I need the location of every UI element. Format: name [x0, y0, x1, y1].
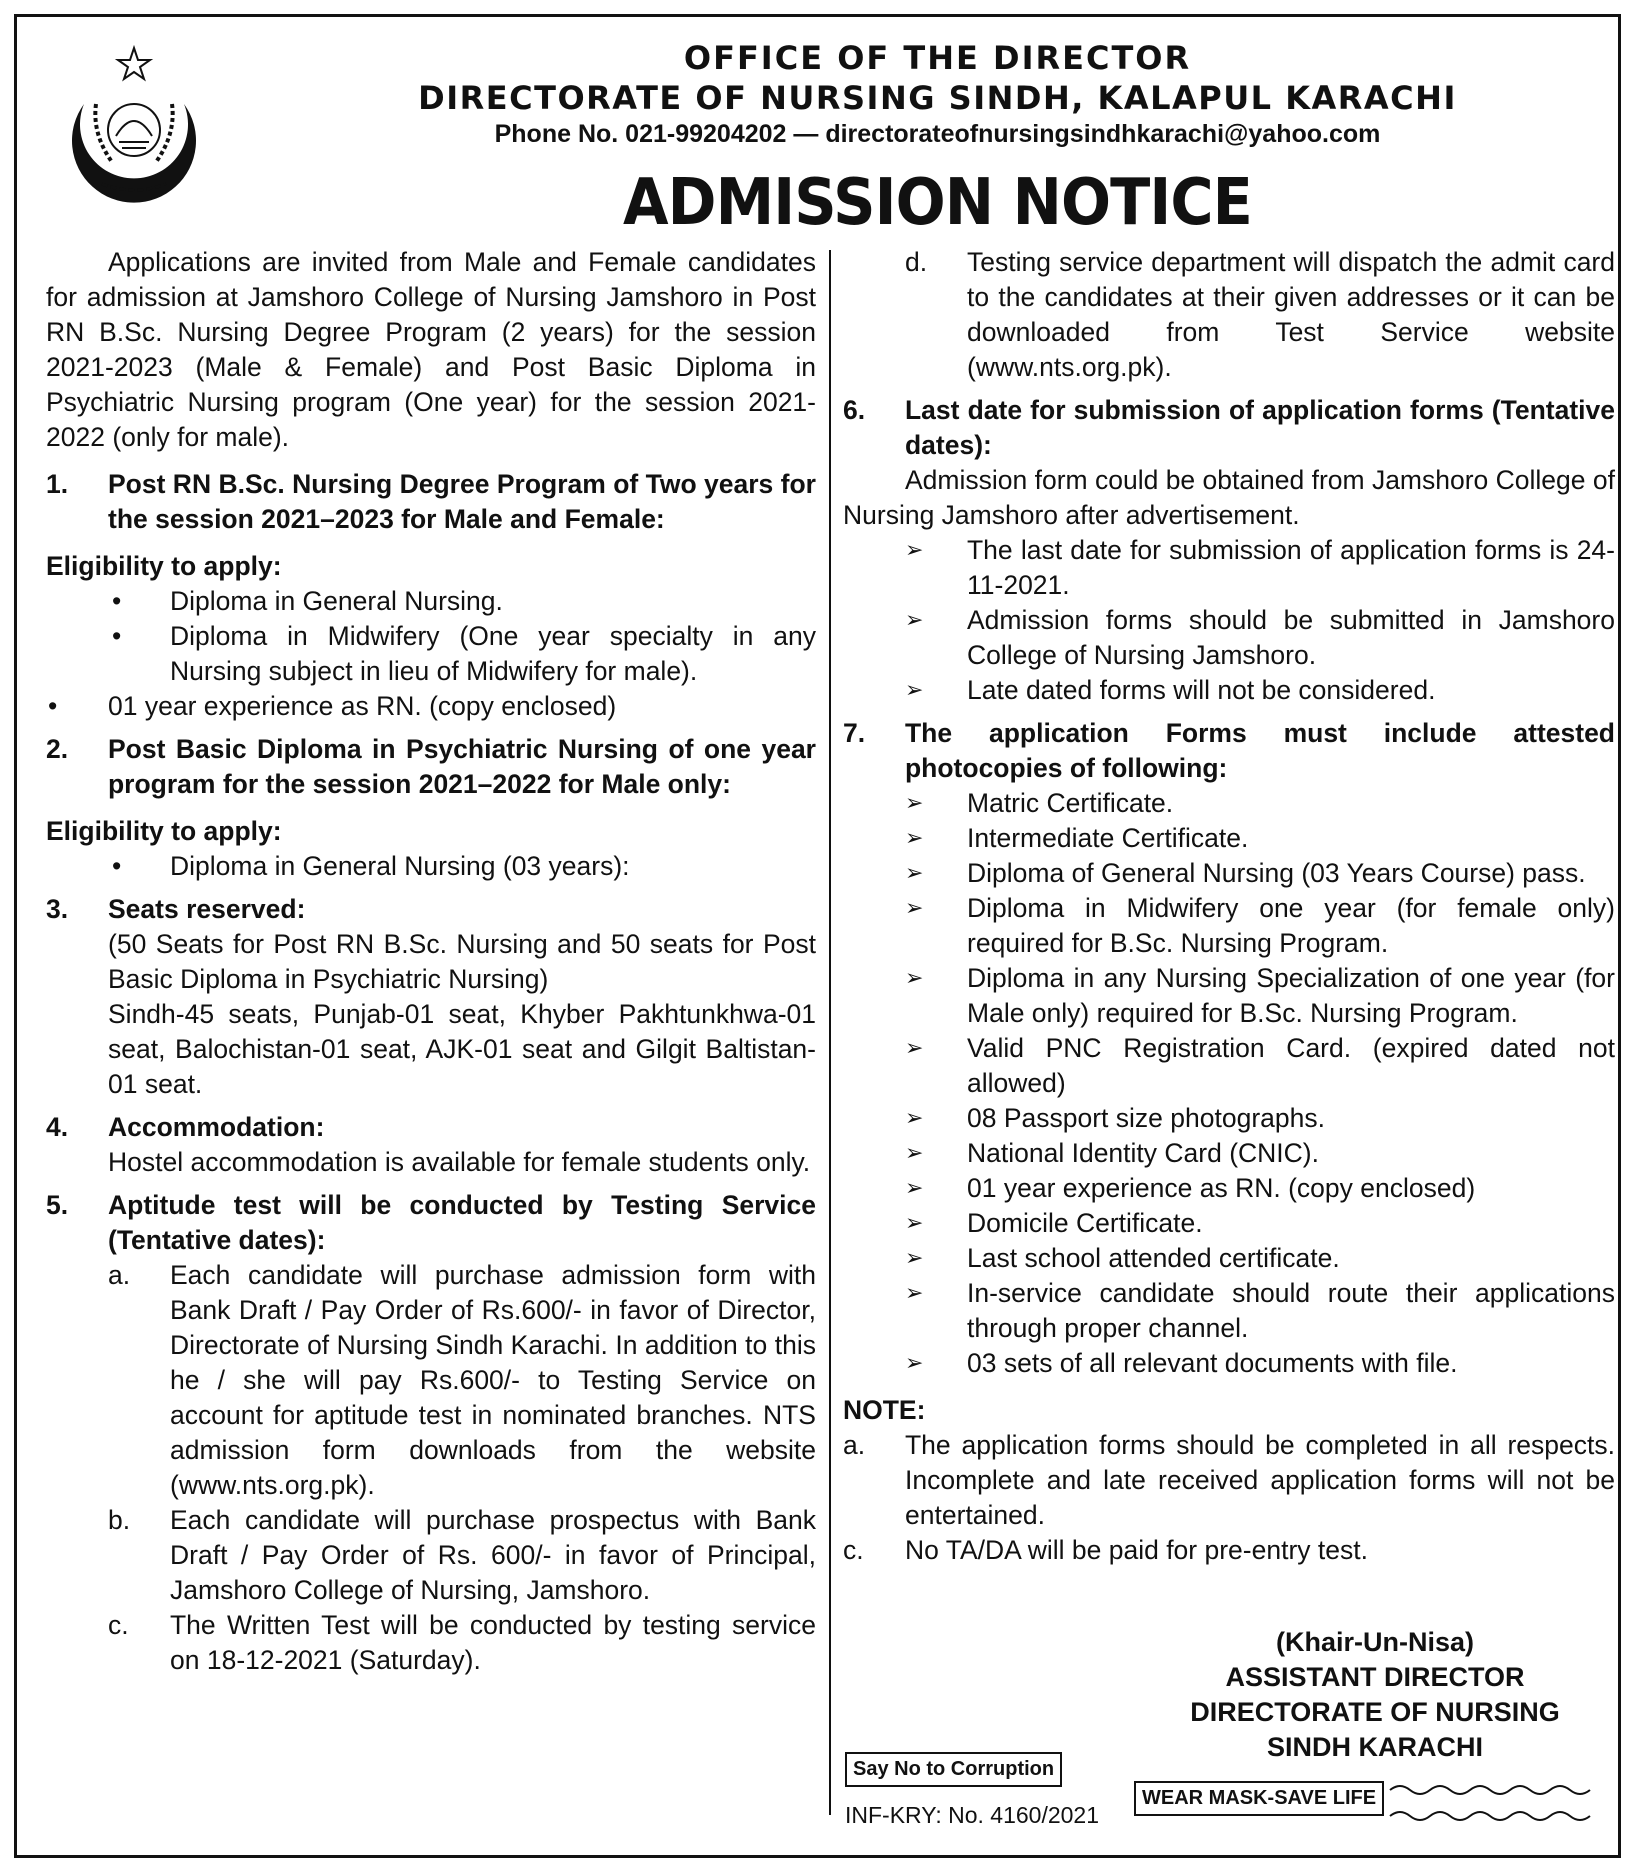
list-item: a. Each candidate will purchase admission form with Bank Draft / Pay Order of Rs.600/- in favor of Director, Directorate of Nursing Sindh Karachi. In addition to this he / she will pay Rs.600/- to Testing Service on account for aptitude test in nominated branches. NTS admission form downloads from the website (www.nts.org.pk). — [108, 1260, 816, 1500]
notice-title: ADMISSION NOTICE — [623, 166, 1252, 240]
list-item: ➢ The last date for submission of application forms is 24-11-2021. — [843, 533, 1615, 603]
list-item: ➢ 01 year experience as RN. (copy enclosed) — [843, 1171, 1615, 1206]
section-4 — [46, 1110, 816, 1180]
list-item: • Diploma in General Nursing. — [46, 584, 816, 619]
list-item: ➢ 08 Passport size photographs. — [843, 1101, 1615, 1136]
signatory-designation: ASSISTANT DIRECTOR — [1225, 1662, 1525, 1692]
arrow-icon: ➢ — [905, 1141, 924, 1166]
list-item: ➢ Domicile Certificate. — [843, 1206, 1615, 1241]
accommodation-text: Hostel accommodation is available for female students only. — [108, 1147, 811, 1177]
admission-form-text: Admission form could be obtained from Jamshoro College of Nursing Jamshoro after advertisement. — [843, 465, 1615, 530]
section-heading: Post RN B.Sc. Nursing Degree Program of Two years for the session 2021–2023 for Male and Female: — [108, 469, 816, 534]
list-item: a. The application forms should be completed in all respects. Incomplete and late received application forms will not be entertained. — [843, 1430, 1615, 1530]
reference-number: INF-KRY: No. 4160/2021 — [845, 1802, 1099, 1828]
list-item: b. Each candidate will purchase prospectus with Bank Draft / Pay Order of Rs. 600/- in favor of Principal, Jamshoro College of Nursing, Jamshoro. — [108, 1505, 816, 1605]
arrow-icon: ➢ — [905, 896, 924, 921]
section-number: 1. — [46, 469, 69, 499]
bullet-icon: • — [112, 851, 122, 881]
bullet-icon: • — [112, 621, 122, 651]
list-item: ➢ Late dated forms will not be considered. — [843, 673, 1615, 708]
arrow-icon: ➢ — [905, 1036, 924, 1061]
section-2 — [46, 732, 816, 802]
urdu-slogan-image — [1385, 1772, 1610, 1832]
list-item: ➢ Valid PNC Registration Card. (expired dated not allowed) — [843, 1031, 1615, 1101]
list-item: ➢ Intermediate Certificate. — [843, 821, 1615, 856]
arrow-icon: ➢ — [905, 538, 924, 563]
arrow-icon: ➢ — [905, 1106, 924, 1131]
section-number: 7. — [843, 718, 866, 748]
list-item: ➢ Matric Certificate. — [843, 786, 1615, 821]
contact-line: Phone No. 021-99204202 — directorateofnursingsindhkarachi@yahoo.com — [494, 120, 1381, 148]
list-item: • Diploma in Midwifery (One year specialty in any Nursing subject in lieu of Midwifery for male). — [46, 619, 816, 689]
arrow-icon: ➢ — [905, 1211, 924, 1236]
section-heading: The application Forms must include attested photocopies of following: — [905, 718, 1615, 783]
section-number: 2. — [46, 734, 69, 764]
arrow-icon: ➢ — [905, 826, 924, 851]
sindh-government-emblem — [44, 44, 224, 224]
list-item: ➢ Last school attended certificate. — [843, 1241, 1615, 1276]
bullet-icon: • — [112, 586, 122, 616]
arrow-icon: ➢ — [905, 1176, 924, 1201]
section-3 — [46, 892, 816, 1102]
office-title: OFFICE OF THE DIRECTOR — [683, 39, 1192, 77]
arrow-icon: ➢ — [905, 1246, 924, 1271]
right-column — [843, 245, 1615, 1568]
signatory-org: DIRECTORATE OF NURSING — [1190, 1697, 1560, 1727]
seats-distribution: Sindh-45 seats, Punjab-01 seat, Khyber Pakhtunkhwa-01 seat, Balochistan-01 seat, AJK-01 seat and Gilgit Baltistan-01 seat. — [108, 999, 816, 1099]
list-item: ➢ National Identity Card (CNIC). — [843, 1136, 1615, 1171]
list-item: ➢ Diploma in Midwifery one year (for female only) required for B.Sc. Nursing Program. — [843, 891, 1615, 961]
section-heading: Post Basic Diploma in Psychiatric Nursing of one year program for the session 2021–2022 for Male only: — [108, 734, 816, 799]
list-item: ➢ In-service candidate should route their applications through proper channel. — [843, 1276, 1615, 1346]
bullet-icon: • — [48, 691, 58, 721]
arrow-icon: ➢ — [905, 608, 924, 633]
list-item: ➢ Admission forms should be submitted in Jamshoro College of Nursing Jamshoro. — [843, 603, 1615, 673]
column-divider — [829, 250, 831, 1815]
eligibility-label: Eligibility to apply: — [46, 551, 282, 581]
section-1 — [46, 467, 816, 537]
section-7 — [843, 716, 1615, 786]
eligibility-label: Eligibility to apply: — [46, 816, 282, 846]
wear-mask-badge: WEAR MASK-SAVE LIFE — [1134, 1781, 1384, 1816]
intro-paragraph: Applications are invited from Male and Female candidates for admission at Jamshoro College of Nursing Jamshoro in Post RN B.Sc. Nursing Degree Program (2 years) for the session 2021-2023 (Male & Female) and Post Basic Diploma in Psychiatric Nursing program (One year) for the session 2021-2022 (only for male). — [46, 247, 816, 452]
section-number: 5. — [46, 1190, 69, 1220]
list-item: ➢ 03 sets of all relevant documents with file. — [843, 1346, 1615, 1381]
seats-note: (50 Seats for Post RN B.Sc. Nursing and 50 seats for Post Basic Diploma in Psychiatric Nursing) — [108, 929, 816, 994]
section-heading: Aptitude test will be conducted by Testing Service (Tentative dates): — [108, 1190, 816, 1255]
section-number: 6. — [843, 395, 866, 425]
office-header — [300, 38, 1575, 150]
say-no-to-corruption-badge: Say No to Corruption — [845, 1752, 1062, 1787]
list-item: c. The Written Test will be conducted by testing service on 18-12-2021 (Saturday). — [108, 1610, 816, 1675]
arrow-icon: ➢ — [905, 1281, 924, 1306]
signature-block — [1165, 1625, 1585, 1765]
directorate-title: DIRECTORATE OF NURSING SINDH, KALAPUL KARACHI — [418, 79, 1457, 117]
note-heading: NOTE: — [843, 1395, 926, 1425]
list-item: • 01 year experience as RN. (copy enclosed) — [46, 689, 816, 724]
arrow-icon: ➢ — [905, 1351, 924, 1376]
list-item: • Diploma in General Nursing (03 years): — [46, 849, 816, 884]
section-number: 4. — [46, 1112, 69, 1142]
list-item: ➢ Diploma in any Nursing Specialization of one year (for Male only) required for B.Sc. Nursing Program. — [843, 961, 1615, 1031]
arrow-icon: ➢ — [905, 861, 924, 886]
section-6 — [843, 393, 1615, 463]
section-heading: Accommodation: — [108, 1112, 325, 1142]
signatory-org-city: SINDH KARACHI — [1267, 1732, 1483, 1762]
section-number: 3. — [46, 894, 69, 924]
list-item: d. Testing service department will dispatch the admit card to the candidates at their given addresses or it can be downloaded from Test Service website (www.nts.org.pk). — [905, 247, 1615, 382]
list-item: c. No TA/DA will be paid for pre-entry test. — [843, 1535, 1368, 1565]
section-heading: Last date for submission of application forms (Tentative dates): — [905, 395, 1615, 460]
arrow-icon: ➢ — [905, 678, 924, 703]
left-column — [46, 245, 816, 1678]
signatory-name: (Khair-Un-Nisa) — [1275, 1627, 1474, 1657]
section-heading: Seats reserved: — [108, 894, 306, 924]
arrow-icon: ➢ — [905, 966, 924, 991]
list-item: ➢ Diploma of General Nursing (03 Years Course) pass. — [843, 856, 1615, 891]
section-5 — [46, 1188, 816, 1258]
arrow-icon: ➢ — [905, 791, 924, 816]
